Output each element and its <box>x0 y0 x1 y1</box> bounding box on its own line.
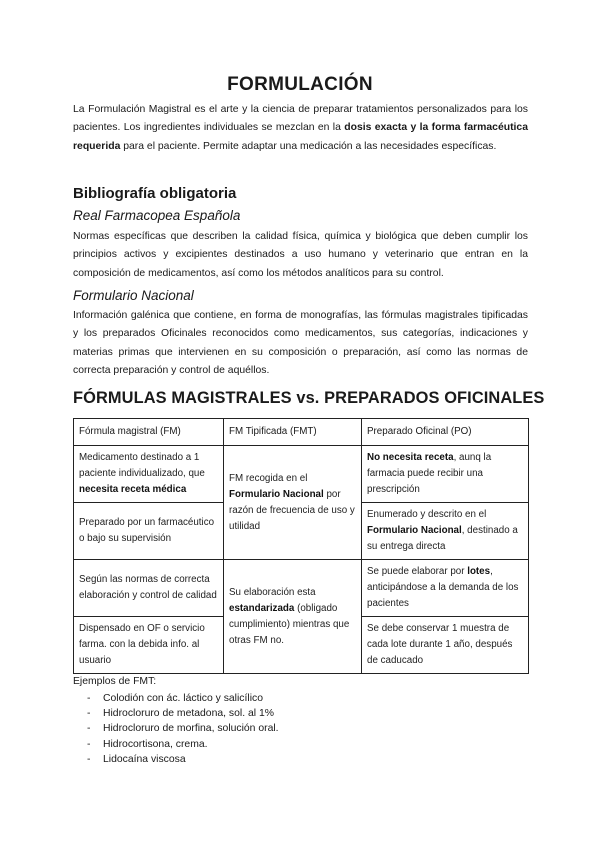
list-item: - Hidrocloruro de morfina, solución oral. <box>87 721 279 736</box>
fmt-cell-1: FM recogida en el Formulario Nacional por razón de frecuencia de uso y utilidad <box>224 446 362 560</box>
intro-text-2: para el paciente. Permite adaptar una medicación a las necesidades específicas. <box>120 140 497 152</box>
fm-cell-2: Preparado por un farmacéutico o bajo su supervisión <box>74 503 224 560</box>
rfe-paragraph: Normas específicas que describen la calidad física, química y biológica que deben cumplir los principios activos y excipientes destinados a uso humano y veterinario que entran en la composición de medicamentos, así como los métodos analíticos para su control. <box>73 231 528 279</box>
table-row <box>74 560 529 617</box>
po-cell-1: No necesita receta, aunq la farmacia puede recibir una prescripción <box>362 446 529 503</box>
table-row <box>74 446 529 503</box>
list-item: - Hidrocortisona, crema. <box>87 737 279 752</box>
intro-bold: dosis exacta y la forma farmacéutica requerida <box>73 122 528 152</box>
table-header-row <box>74 419 529 446</box>
rfe-heading: Real Farmacopea Española <box>73 208 241 223</box>
bibliografia-heading: Bibliografía obligatoria <box>73 185 237 202</box>
examples-list <box>87 691 279 767</box>
fn-heading: Formulario Nacional <box>73 288 194 303</box>
header-fmt: FM Tipificada (FMT) <box>224 419 362 446</box>
po-cell-2: Enumerado y descrito en el Formulario Nacional, destinado a su entrega directa <box>362 503 529 560</box>
header-po: Preparado Oficinal (PO) <box>362 419 529 446</box>
fmt-cell-2: Su elaboración esta estandarizada (obligado cumplimiento) mientras que otras FM no. <box>224 560 362 674</box>
intro-text-1: La Formulación Magistral es el arte y la ciencia de preparar tratamientos personalizados para los pacientes. Los ingredientes individuales se mezclan en la <box>73 104 528 134</box>
fm-cell-1: Medicamento destinado a 1 paciente individualizado, que necesita receta médica <box>74 446 224 503</box>
fn-paragraph: Información galénica que contiene, en forma de monografías, las fórmulas magistrales tipificadas y los preparados Oficinales reconocidos como medicamentos, sus categorías, indicaciones y materias primas que intervienen en su composición o preparación, así como las normas de correcta preparación y control de aquéllos. <box>73 310 528 376</box>
list-item: - Hidrocloruro de metadona, sol. al 1% <box>87 706 279 721</box>
po-cell-4: Se debe conservar 1 muestra de cada lote durante 1 año, después de caducado <box>362 617 529 674</box>
list-item: - Lidocaína viscosa <box>87 752 279 767</box>
comparison-table <box>73 418 529 674</box>
list-item: - Colodión con ác. láctico y salicílico <box>87 691 279 706</box>
header-fm: Fórmula magistral (FM) <box>74 419 224 446</box>
comparison-heading: FÓRMULAS MAGISTRALES vs. PREPARADOS OFICINALES <box>73 389 545 407</box>
examples-label: Ejemplos de FMT: <box>73 676 157 687</box>
fm-cell-4: Dispensado en OF o servicio farma. con la debida info. al usuario <box>74 617 224 674</box>
po-cell-3: Se puede elaborar por lotes, anticipándose a la demanda de los pacientes <box>362 560 529 617</box>
intro-paragraph <box>73 101 528 156</box>
fm-cell-3: Según las normas de correcta elaboración y control de calidad <box>74 560 224 617</box>
page-title: FORMULACIÓN <box>227 74 373 95</box>
